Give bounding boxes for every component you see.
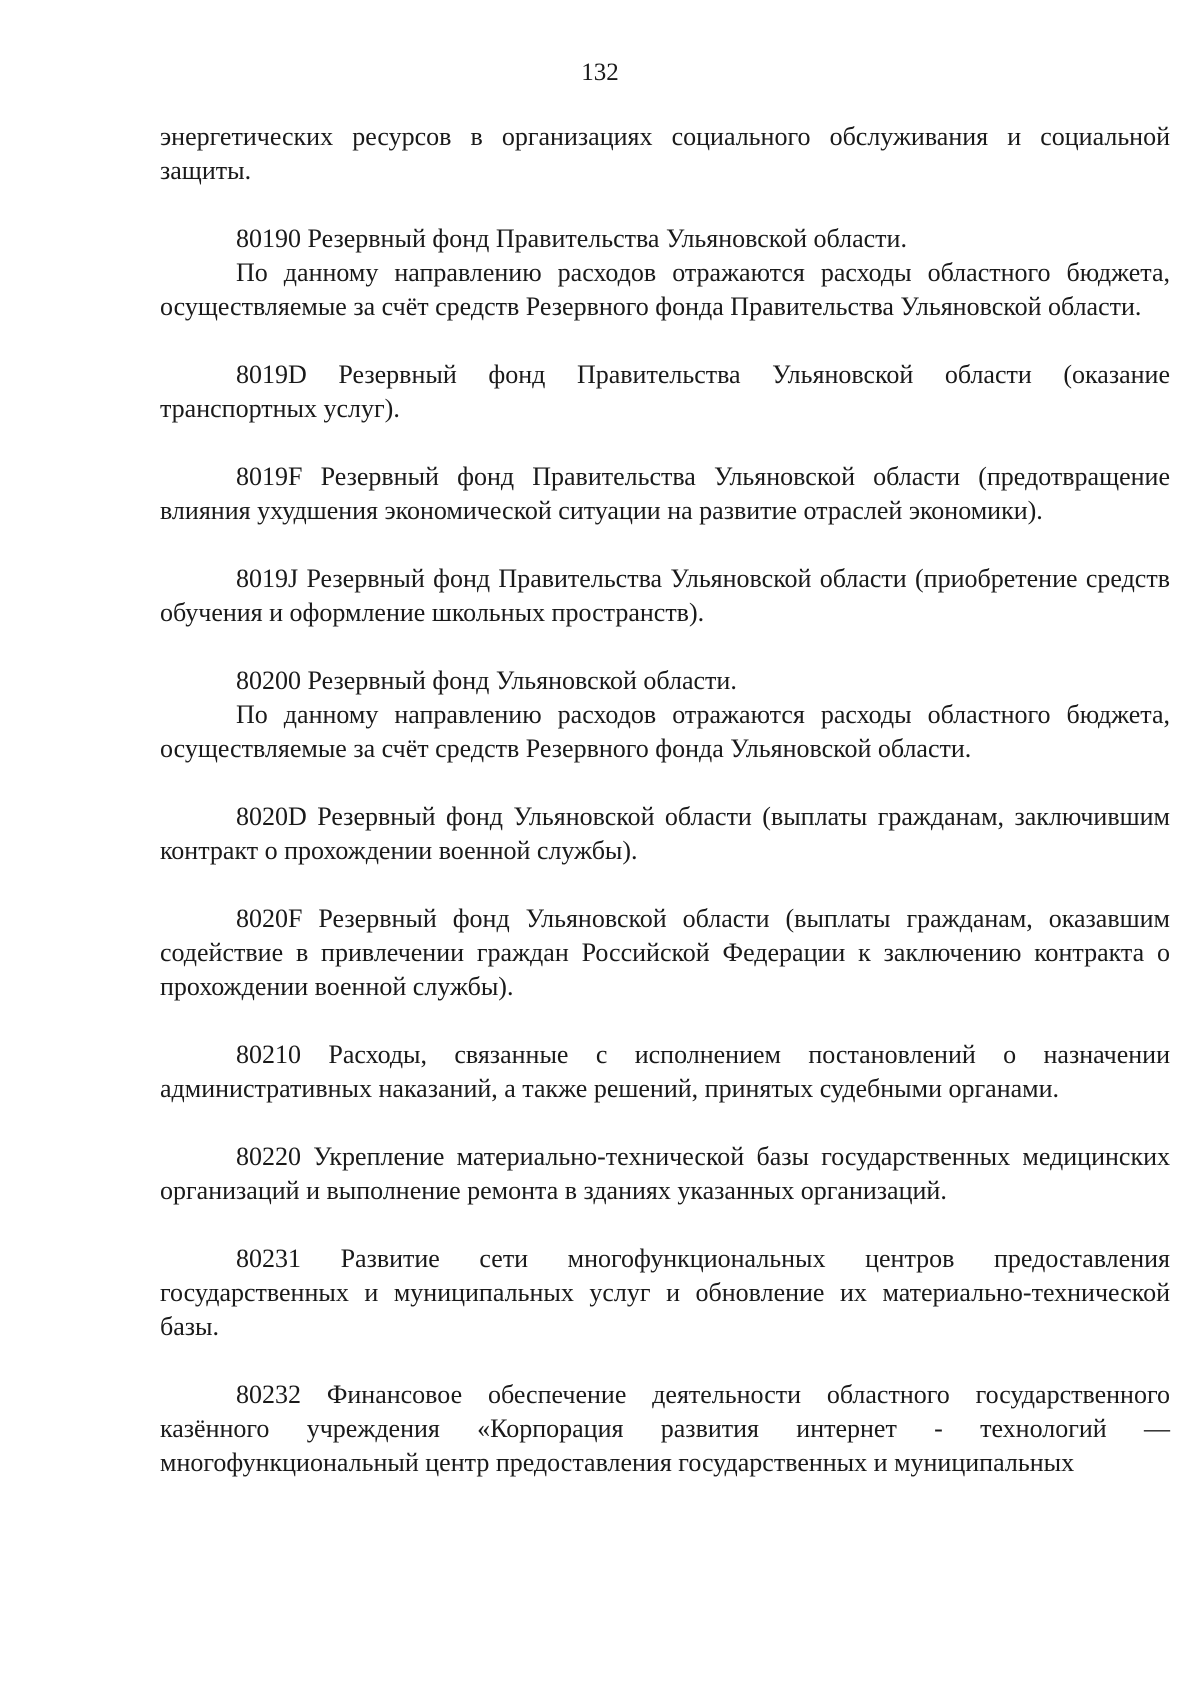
paragraph-8020d: 8020D Резервный фонд Ульяновской области (выплаты гражданам, заключившим контракт о прохождении военной службы). [160,802,1170,865]
paragraph-80200-heading: 80200 Резервный фонд Ульяновской области. [236,666,737,695]
document-body [160,120,1170,1480]
paragraph-8019d: 8019D Резервный фонд Правительства Ульяновской области (оказание транспортных услуг). [160,360,1170,423]
paragraph-8020f: 8020F Резервный фонд Ульяновской области (выплаты гражданам, оказавшим содействие в привлечении граждан Российской Федерации к заключению контракта о прохождении военной службы). [160,904,1170,1001]
paragraph-80232: 80232 Финансовое обеспечение деятельности областного государственного казённого учреждения «Корпорация развития интернет - технологий — многофункциональный центр предоставления государственных и муниципальных [160,1380,1170,1477]
paragraph-80231: 80231 Развитие сети многофункциональных центров предоставления государственных и муниципальных услуг и обновление их материально-технической базы. [160,1244,1170,1341]
paragraph-80190-description: По данному направлению расходов отражаются расходы областного бюджета, осуществляемые за счёт средств Резервного фонда Правительства Ульяновской области. [160,258,1170,321]
page-number: 132 [581,59,619,86]
paragraph-80220: 80220 Укрепление материально-технической базы государственных медицинских организаций и выполнение ремонта в зданиях указанных организаций. [160,1142,1170,1205]
paragraph-80190-heading: 80190 Резервный фонд Правительства Ульяновской области. [236,224,907,253]
paragraph-continuation: энергетических ресурсов в организациях социального обслуживания и социальной защиты. [160,122,1170,185]
paragraph-8019f: 8019F Резервный фонд Правительства Ульяновской области (предотвращение влияния ухудшения экономической ситуации на развитие отраслей экономики). [160,462,1170,525]
paragraph-80210: 80210 Расходы, связанные с исполнением постановлений о назначении административных наказаний, а также решений, принятых судебными органами. [160,1040,1170,1103]
paragraph-8019j: 8019J Резервный фонд Правительства Ульяновской области (приобретение средств обучения и оформление школьных пространств). [160,564,1170,627]
paragraph-80200-description: По данному направлению расходов отражаются расходы областного бюджета, осуществляемые за счёт средств Резервного фонда Ульяновской области. [160,700,1170,763]
